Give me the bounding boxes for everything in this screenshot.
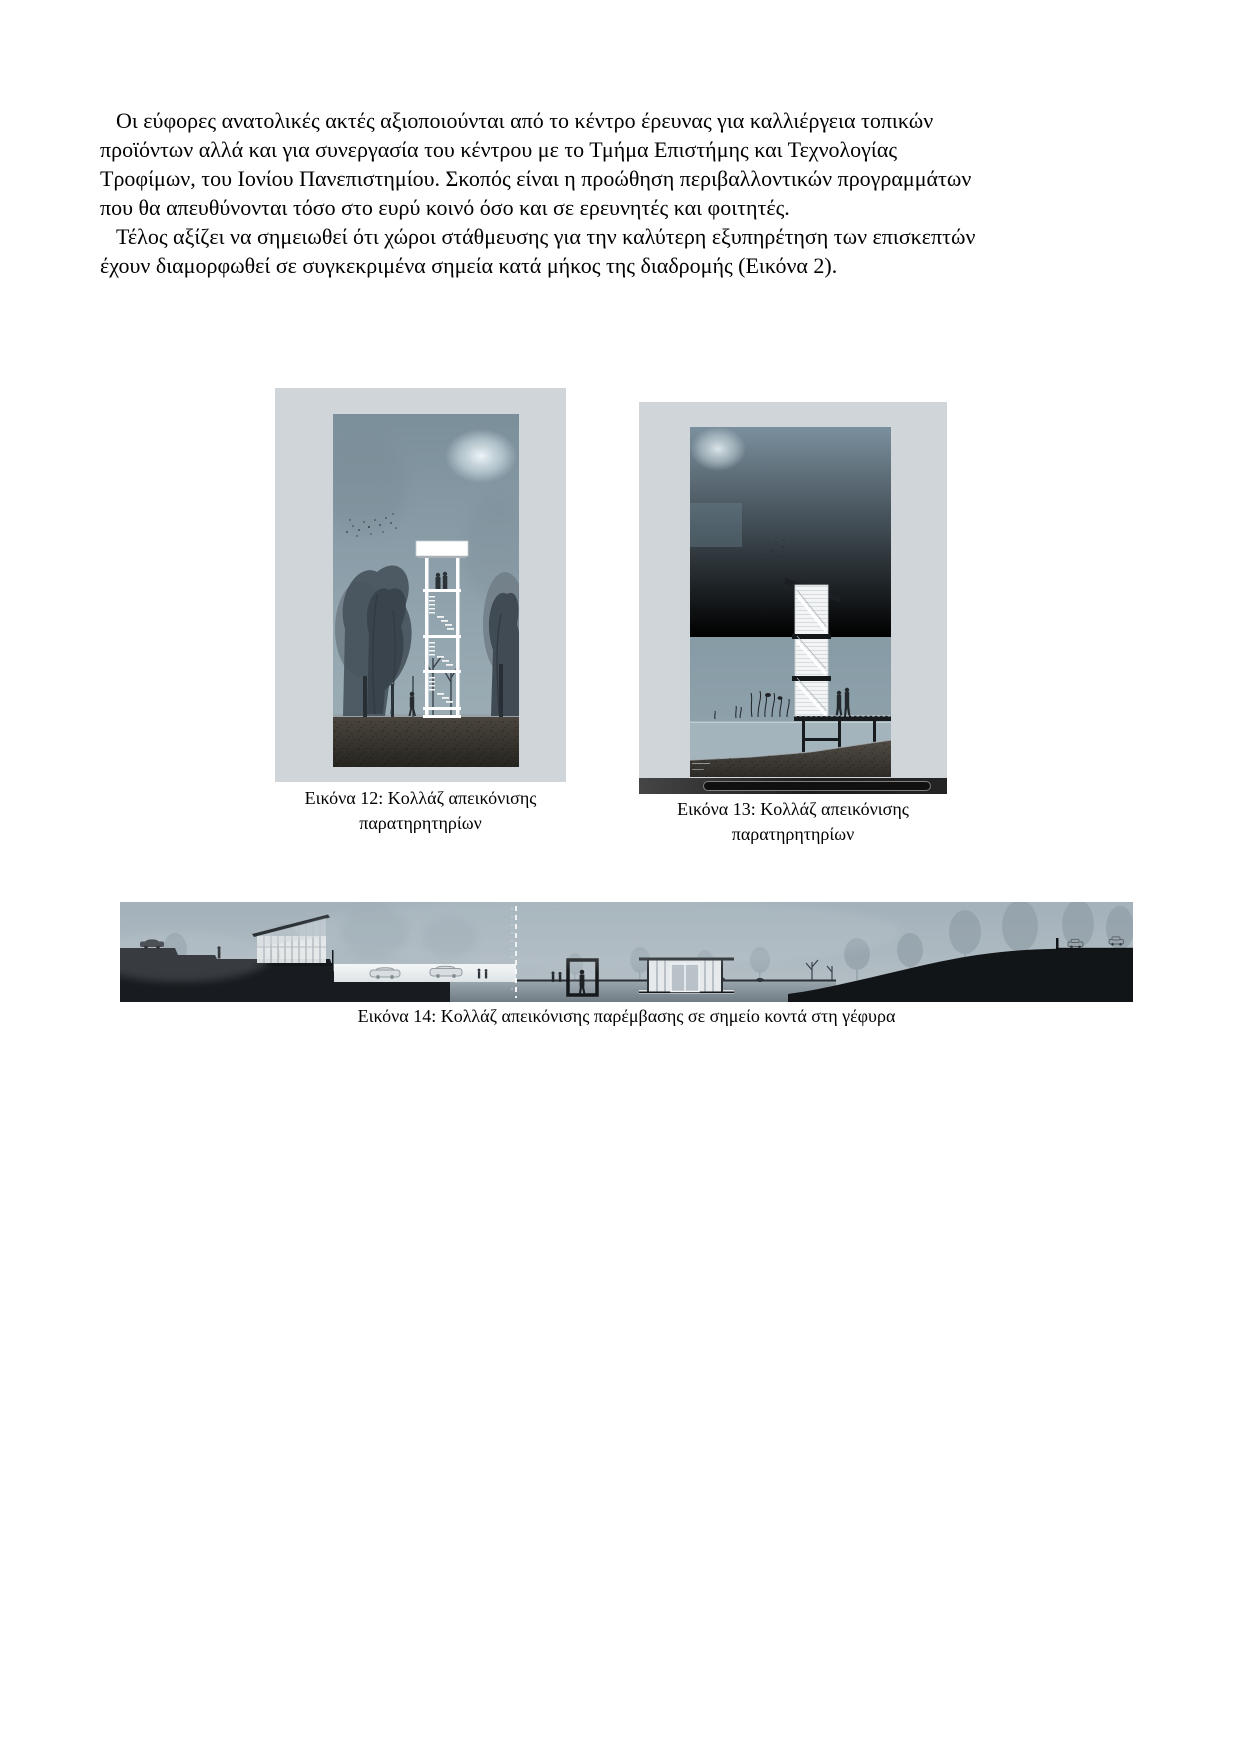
road-bright-area [334, 964, 516, 982]
figure-12-caption: Εικόνα 12: Κολλάζ απεικόνισης παρατηρητηρίων [304, 788, 537, 833]
text-line: Τροφίμων, του Ιονίου Πανεπιστημίου. Σκοπός είναι η προώθηση περιβαλλοντικών προγραμμάτων [100, 166, 972, 191]
figure-13 [639, 402, 947, 793]
text-line: Οι εύφορες ανατολικές ακτές αξιοποιούνται από το κέντρο έρευνας για καλλιέργεια τοπικών [116, 108, 934, 133]
collage-observation-tower-trees-image [333, 414, 519, 767]
figure-12 [275, 388, 566, 782]
figure-14 [120, 902, 1133, 1002]
figure-13-caption: Εικόνα 13: Κολλάζ απεικόνισης παρατηρητηρίων [677, 799, 909, 844]
text-line: που θα απευθύνονται τόσο στο ευρύ κοινό όσο και σε ερευνητές και φοιτητές. [100, 195, 790, 220]
body-text [100, 106, 1160, 280]
collage-section-near-bridge-image [120, 902, 1133, 1002]
collage-observation-tower-pier-image [690, 427, 891, 777]
paragraph-1 [100, 106, 1160, 222]
figure-12-frame [275, 388, 566, 782]
figure-13-dark-band [639, 778, 947, 794]
paragraph-2 [100, 222, 1160, 280]
text-line: προϊόντων αλλά και για συνεργασία του κέντρου με το Τμήμα Επιστήμης και Τεχνολογίας [100, 137, 898, 162]
figure-14-caption: Εικόνα 14: Κολλάζ απεικόνισης παρέμβασης σε σημείο κοντά στη γέφυρα [357, 1006, 896, 1026]
text-line: έχουν διαμορφωθεί σε συγκεκριμένα σημεία κατά μήκος της διαδρομής (Εικόνα 2). [100, 253, 838, 278]
rounded-bar [703, 781, 931, 791]
figure-13-frame [639, 402, 947, 778]
text-line: Τέλος αξίζει να σημειωθεί ότι χώροι στάθμευσης για την καλύτερη εξυπηρέτηση των επισκεπτών [116, 224, 976, 249]
